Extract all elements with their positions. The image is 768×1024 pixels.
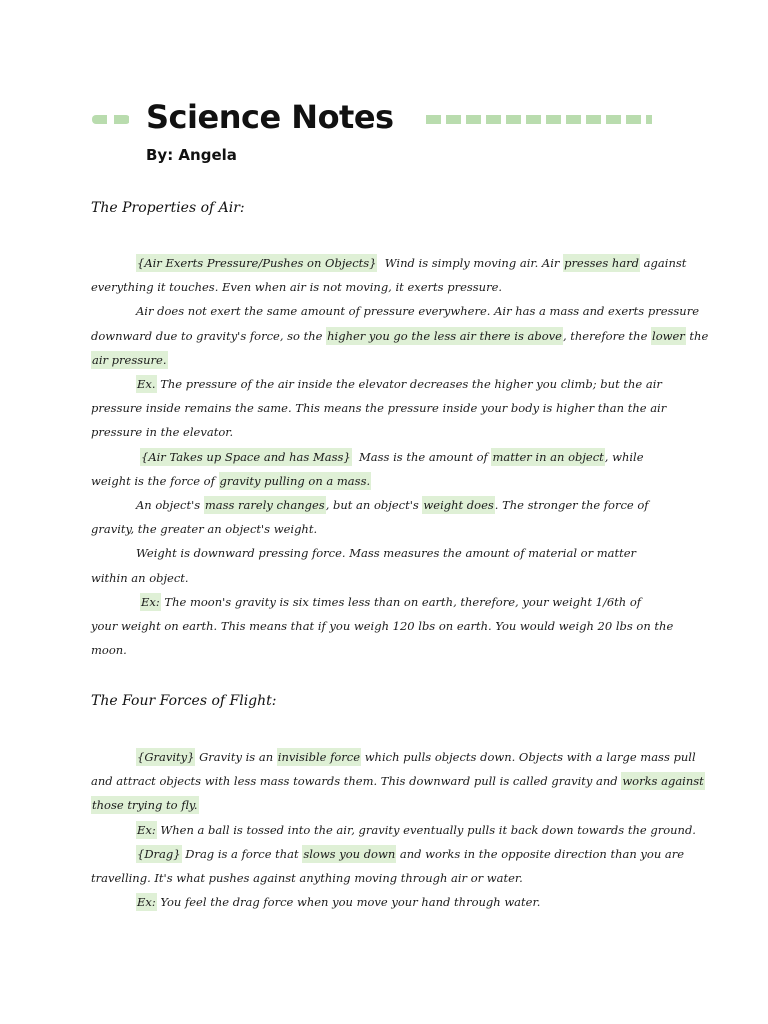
decorative-dash-right	[426, 115, 652, 124]
text-run: Drag is a force that	[181, 846, 303, 861]
text-run: When a ball is tossed into the air, gravity eventually pulls it back down towards the ground.	[156, 822, 696, 837]
text-line	[91, 745, 696, 769]
text-line	[91, 396, 681, 420]
text-line	[91, 890, 681, 914]
highlighted-text: Ex:	[137, 895, 156, 910]
text-run: within an object.	[91, 570, 189, 585]
decorative-dash-left	[92, 115, 130, 124]
text-run: . The stronger the force of	[494, 498, 649, 513]
text-line	[91, 614, 681, 638]
text-run: Air does not exert the same amount of pressure everywhere. Air has a mass and exerts pressure	[136, 304, 700, 319]
text-run: You feel the drag force when you move your hand through water.	[156, 895, 541, 910]
highlighted-text: Ex:	[137, 822, 156, 837]
title-row	[92, 94, 692, 140]
highlighted-text: gravity pulling on a mass.	[219, 473, 371, 488]
text-run: The pressure of the air inside the elevator decreases the higher you climb; but the air	[156, 377, 662, 392]
section-heading-flight: The Four Forces of Flight:	[91, 693, 277, 709]
text-run: , therefore the	[562, 328, 652, 343]
text-line	[91, 299, 700, 323]
section-body-air	[91, 251, 709, 662]
text-run: everything it touches. Even when air is not moving, it exerts pressure.	[91, 280, 503, 295]
text-line	[91, 566, 681, 590]
highlighted-text: works against	[622, 774, 704, 789]
highlighted-text: Ex.	[137, 377, 156, 392]
highlighted-text: matter in an object	[492, 449, 604, 464]
text-line	[91, 348, 681, 372]
text-line	[91, 638, 681, 662]
text-run: your weight on earth. This means that if you weigh 120 lbs on earth. You would weigh 20 lbs on the	[91, 619, 674, 634]
highlighted-text: those trying to fly.	[92, 798, 198, 813]
highlighted-text: weight does	[423, 498, 494, 513]
text-line	[91, 866, 681, 890]
highlighted-text: mass rarely changes	[204, 498, 325, 513]
text-line	[91, 420, 681, 444]
text-line	[91, 372, 681, 396]
text-line	[91, 275, 681, 299]
text-line	[91, 769, 704, 793]
text-run: downward due to gravity's force, so the	[91, 328, 327, 343]
highlighted-text: air pressure.	[92, 352, 167, 367]
text-line	[91, 493, 681, 517]
text-line	[91, 818, 696, 842]
text-line	[91, 445, 681, 469]
text-run: pressure in the elevator.	[91, 425, 234, 440]
text-line	[91, 590, 681, 614]
text-run: , but an object's	[325, 498, 423, 513]
highlighted-text: presses hard	[564, 256, 640, 270]
text-line	[91, 469, 681, 493]
author-byline: By: Angela	[146, 146, 237, 164]
highlighted-text: {Drag}	[137, 846, 181, 861]
text-run: Wind is simply moving air. Air	[377, 256, 564, 270]
text-run: pressure inside remains the same. This means the pressure inside your body is higher than the air	[91, 401, 667, 416]
highlighted-text: {Air Exerts Pressure/Pushes on Objects}	[137, 256, 377, 270]
text-run: Mass is the amount of	[351, 449, 492, 464]
text-run: moon.	[91, 643, 127, 658]
text-run: Weight is downward pressing force. Mass measures the amount of material or matter	[136, 546, 637, 561]
highlighted-text: {Gravity}	[137, 750, 195, 764]
text-line	[91, 793, 681, 817]
text-line	[91, 842, 685, 866]
text-run: The moon's gravity is six times less than on earth, therefore, your weight 1/6th of	[160, 594, 642, 609]
text-run: and attract objects with less mass towards them. This downward pull is called gravity and	[91, 774, 622, 789]
highlighted-text: Ex:	[141, 594, 160, 609]
text-line	[91, 251, 687, 275]
text-run: An object's	[136, 498, 204, 513]
page-title: Science Notes	[146, 98, 394, 136]
text-line	[91, 324, 709, 348]
text-run: Gravity is an	[195, 750, 277, 764]
text-run: which pulls objects down. Objects with a large mass pull	[361, 750, 696, 764]
text-line	[91, 517, 681, 541]
text-run: gravity, the greater an object's weight.	[91, 522, 318, 537]
text-run: and works in the opposite direction than you are	[396, 846, 685, 861]
text-run: weight is the force of	[91, 473, 219, 488]
text-run: the	[685, 328, 709, 343]
text-run: , while	[604, 449, 644, 464]
text-run: travelling. It's what pushes against anything moving through air or water.	[91, 871, 523, 886]
text-line	[91, 541, 681, 565]
section-body-flight	[91, 745, 704, 914]
highlighted-text: higher you go the less air there is above	[327, 328, 562, 343]
highlighted-text: {Air Takes up Space and has Mass}	[141, 449, 351, 464]
text-run: against	[640, 256, 687, 270]
highlighted-text: slows you down	[303, 846, 396, 861]
section-heading-air: The Properties of Air:	[91, 200, 245, 216]
highlighted-text: invisible force	[277, 750, 361, 764]
highlighted-text: lower	[652, 328, 685, 343]
